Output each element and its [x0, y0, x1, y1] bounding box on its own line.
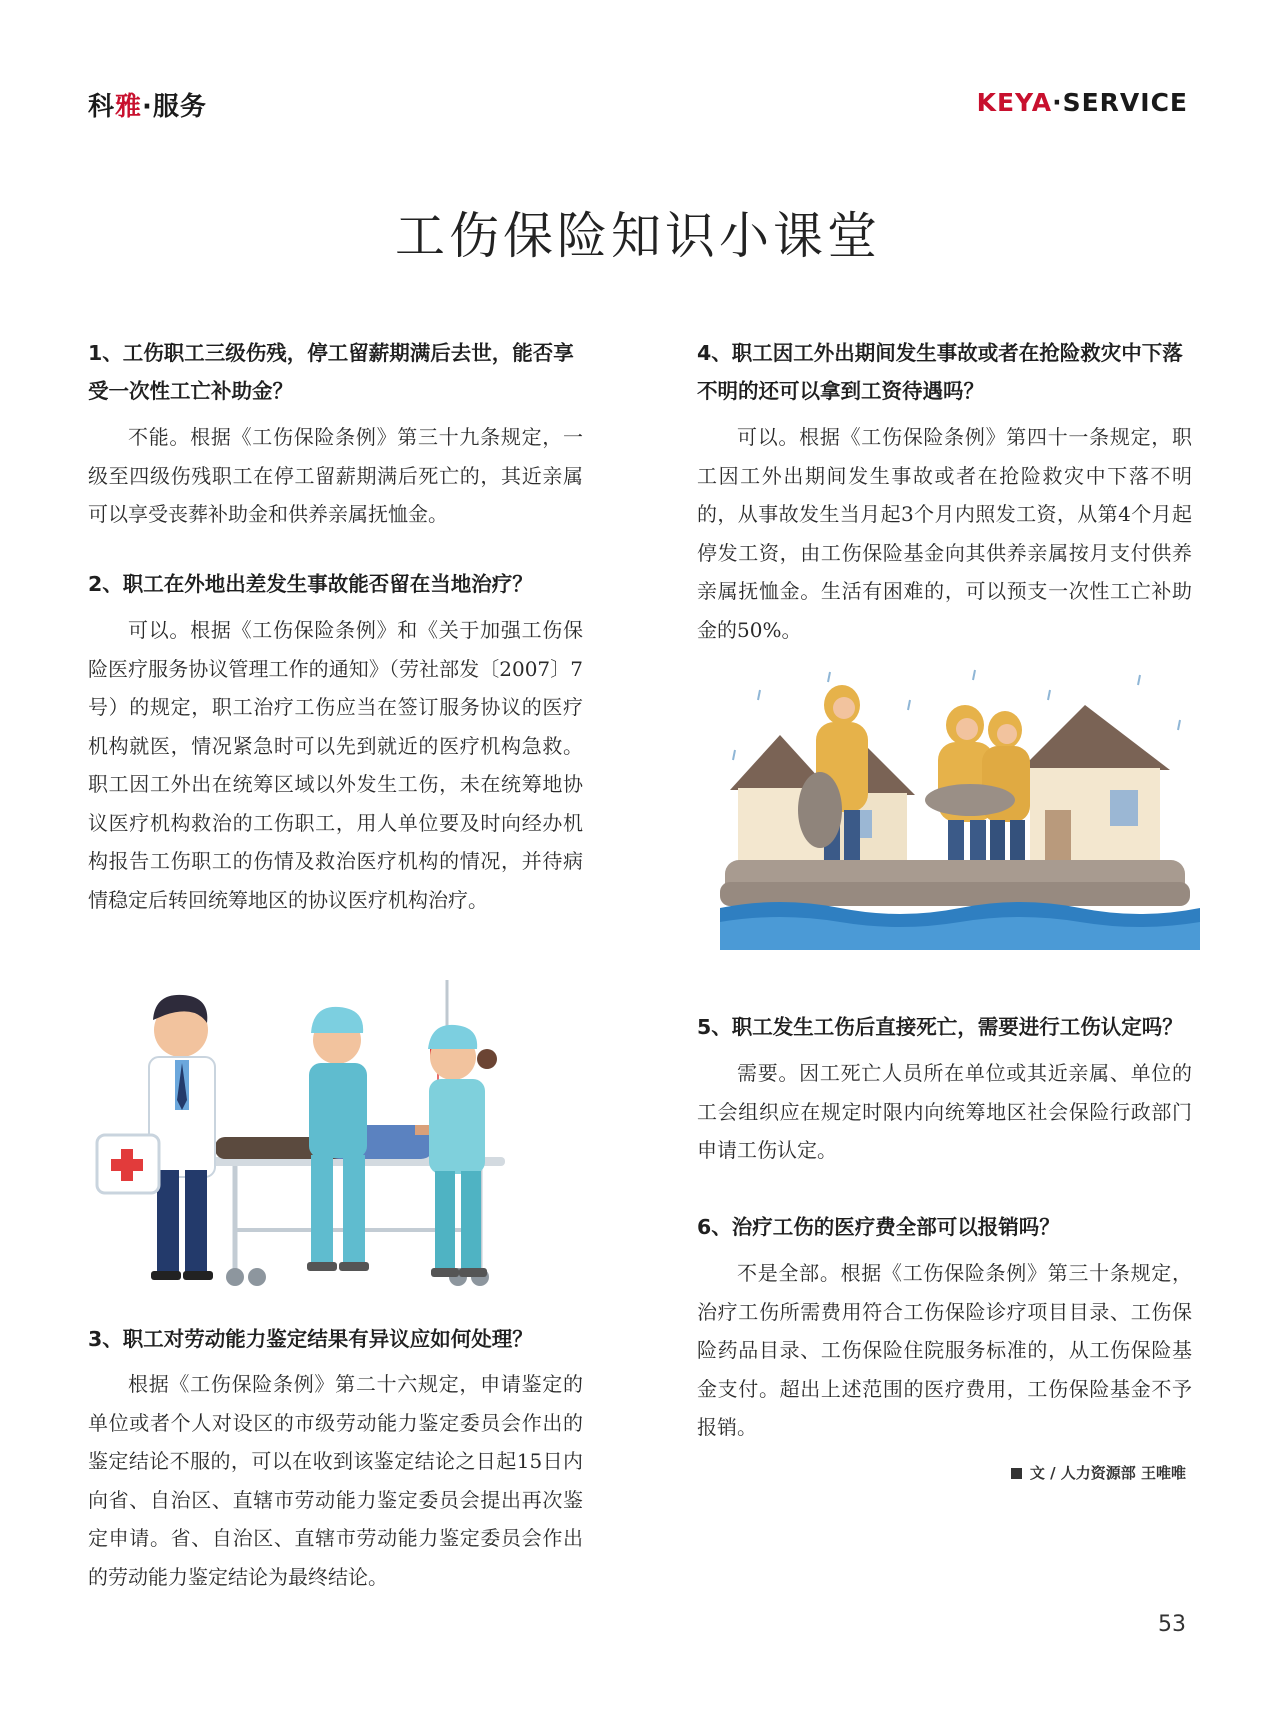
header-brand-right: [977, 88, 1188, 117]
answer-6: 不是全部。根据《工伤保险条例》第三十条规定，治疗工伤所需费用符合工伤保险诊疗项目目录、工伤保险药品目录、工伤保险住院服务标准的，从工伤保险基金支付。超出上述范围的医疗费用，工伤保险基金不予报销。: [697, 1261, 1192, 1439]
question-3: 3、职工对劳动能力鉴定结果有异议应如何处理？: [88, 1327, 533, 1351]
byline-text: 文 / 人力资源部 王唯唯: [1029, 1464, 1186, 1482]
byline-square-icon: [1011, 1468, 1022, 1479]
flood-rescue-illustration: [720, 660, 1200, 950]
question-2: 2、职工在外地出差发生事故能否留在当地治疗？: [88, 572, 533, 596]
answer-5: 需要。因工死亡人员所在单位或其近亲属、单位的工会组织应在规定时限内向统筹地区社会保险行政部门申请工伤认定。: [697, 1061, 1192, 1162]
brand-section-cn: ·服务: [142, 92, 207, 122]
brand-section-en: ·SERVICE: [1052, 88, 1188, 117]
page-title: 工伤保险知识小课堂: [395, 207, 881, 265]
answer-3: 根据《工伤保险条例》第二十六规定，申请鉴定的单位或者个人对设区的市级劳动能力鉴定委员会作出的鉴定结论不服的，可以在收到该鉴定结论之日起15日内向省、自治区、直辖市劳动能力鉴定委员会提出再次鉴定申请。省、自治区、直辖市劳动能力鉴定委员会作出的劳动能力鉴定结论为最终结论。: [88, 1372, 583, 1589]
answer-1: 不能。根据《工伤保险条例》第三十九条规定，一级至四级伤残职工在停工留薪期满后死亡的，其近亲属可以享受丧葬补助金和供养亲属抚恤金。: [88, 425, 583, 526]
question-4: 4、职工因工外出期间发生事故或者在抢险救灾中下落不明的还可以拿到工资待遇吗？: [697, 341, 1183, 403]
page-number: 53: [1158, 1612, 1186, 1637]
author-byline: [1011, 1462, 1186, 1483]
brand-keya: KEYA: [976, 88, 1053, 117]
question-5: 5、职工发生工伤后直接死亡，需要进行工伤认定吗？: [697, 1015, 1183, 1039]
answer-4: 可以。根据《工伤保险条例》第四十一条规定，职工因工外出期间发生事故或者在抢险救灾中下落不明的，从事故发生当月起3个月内照发工资，从第4个月起停发工资，由工伤保险基金向其供养亲属按月支付供养亲属抚恤金。生活有困难的，可以预支一次性工亡补助金的50%。: [697, 425, 1192, 642]
medical-stretcher-illustration: [95, 975, 565, 1300]
brand-char-ya: 雅: [115, 92, 143, 122]
answer-2: 可以。根据《工伤保险条例》和《关于加强工伤保险医疗服务协议管理工作的通知》（劳社部发〔2007〕7号）的规定，职工治疗工伤应当在签订服务协议的医疗机构就医，情况紧急时可以先到就近的医疗机构急救。职工因工外出在统筹区域以外发生工伤，未在统筹地协议医疗机构救治的工伤职工，用人单位要及时向经办机构报告工伤职工的伤情及救治医疗机构的情况，并待病情稳定后转回统筹地区的协议医疗机构治疗。: [88, 618, 583, 912]
question-1: 1、工伤职工三级伤残，停工留薪期满后去世，能否享受一次性工亡补助金？: [88, 341, 574, 403]
question-6: 6、治疗工伤的医疗费全部可以报销吗？: [697, 1215, 1060, 1239]
header-brand-left: [88, 86, 207, 123]
brand-char-ke: 科: [88, 92, 116, 122]
